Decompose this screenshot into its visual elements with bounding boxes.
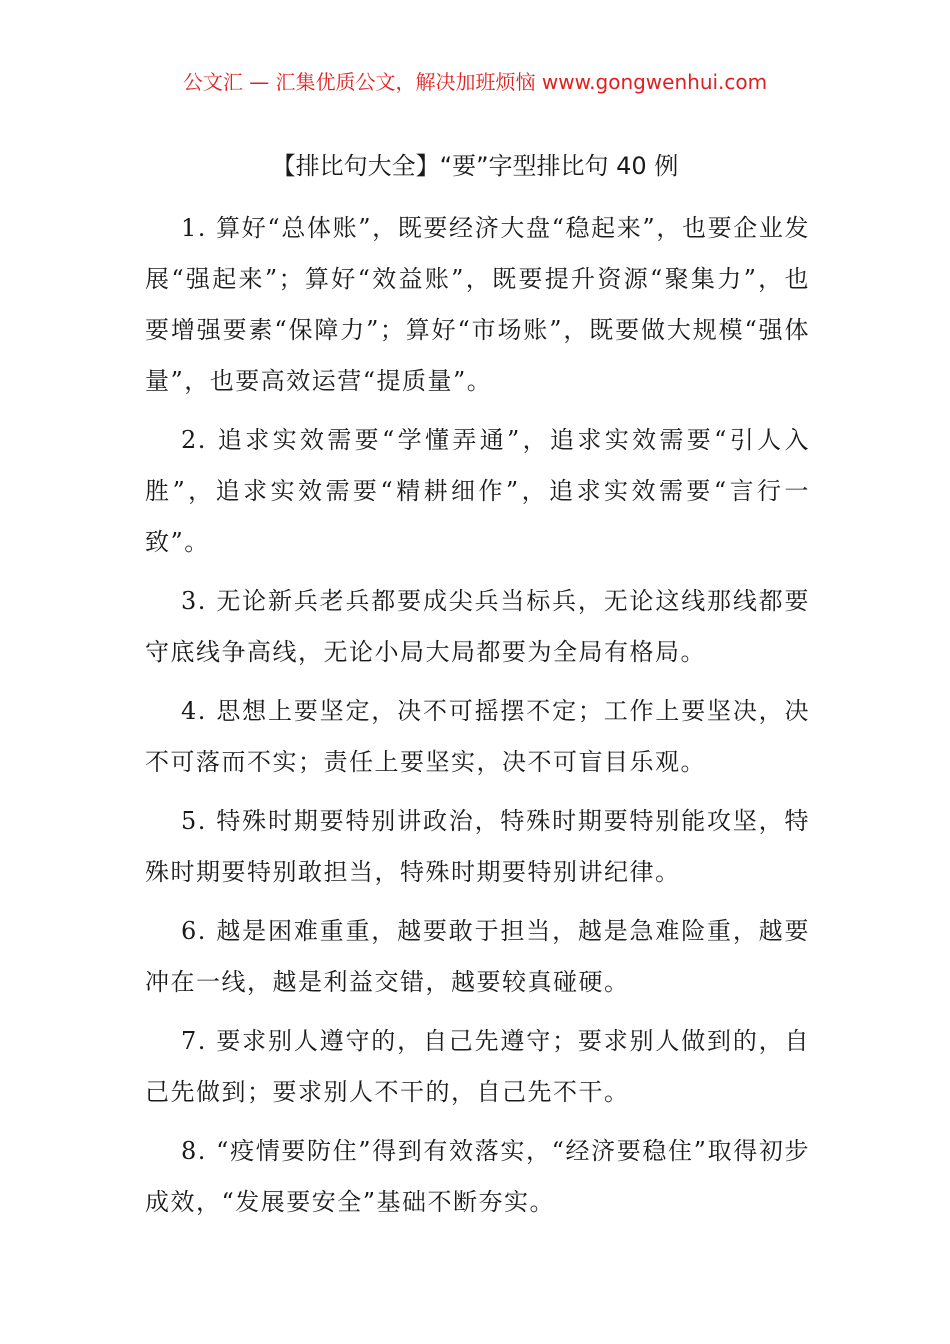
paragraph-4: 4. 思想上要坚定，决不可摇摆不定；工作上要坚决，决不可落而不实；责任上要坚实，决不可盲目乐观。 [145,697,810,776]
site-header-banner: 公文汇 — 汇集优质公文，解决加班烦恼 www.gongwenhui.com [182,70,768,94]
paragraph-6: 6. 越是困难重重，越要敢于担当，越是急难险重，越要冲在一线，越是利益交错，越要较真碰硬。 [145,917,810,996]
paragraph-2: 2. 追求实效需要“学懂弄通”，追求实效需要“引人入胜”，追求实效需要“精耕细作”，追求实效需要“言行一致”。 [145,426,810,556]
document-body [145,203,810,1236]
paragraph-8: 8. “疫情要防住”得到有效落实，“经济要稳住”取得初步成效，“发展要安全”基础不断夯实。 [145,1137,810,1216]
paragraph-1: 1. 算好“总体账”，既要经济大盘“稳起来”，也要企业发展“强起来”；算好“效益账”，既要提升资源“聚集力”，也要增强要素“保障力”；算好“市场账”，既要做大规模“强体量”，也要高效运营“提质量”。 [145,214,810,395]
document-title: 【排比句大全】“要”字型排比句 40 例 [271,152,679,180]
paragraph-7: 7. 要求别人遵守的，自己先遵守；要求别人做到的，自己先做到；要求别人不干的，自己先不干。 [145,1027,810,1106]
paragraph-5: 5. 特殊时期要特别讲政治，特殊时期要特别能攻坚，特殊时期要特别敢担当，特殊时期要特别讲纪律。 [145,807,810,886]
paragraph-3: 3. 无论新兵老兵都要成尖兵当标兵，无论这线那线都要守底线争高线，无论小局大局都要为全局有格局。 [145,587,810,666]
